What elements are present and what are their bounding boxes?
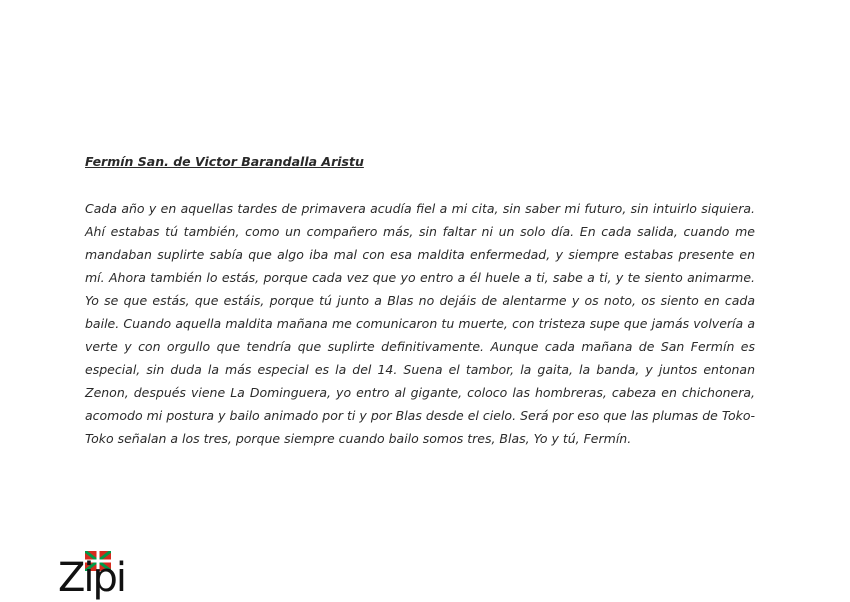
document-body-paragraph: Cada año y en aquellas tardes de primavera acudía fiel a mi cita, sin saber mi futuro, sin intuirlo siquiera. Ahí estabas tú también, como un compañero más, sin faltar ni un solo día. En cada salida, cuando me mandaban suplirte sabía que algo iba mal con esa maldita enfermedad, y siempre estabas presente en mí. Ahora también lo estás, porque cada vez que yo entro a él huele a ti, sabe a ti, y te siento animarme. Yo se que estás, que estáis, porque tú junto a Blas no dejáis de alentarme y os noto, os siento en cada baile. Cuando aquella maldita mañana me comunicaron tu muerte, con tristeza supe que jamás volvería a verte y con orgullo que tendría que suplirte definitivamente. Aunque cada mañana de San Fermín es especial, sin duda la más especial es la del 14. Suena el tambor, la gaita, la banda, y juntos entonan Zenon, después viene La Dominguera, yo entro al gigante, coloco las hombreras, cabeza en chichonera, acomodo mi postura y bailo animado por ti y por Blas desde el cielo. Será por eso que las plumas de Toko-Toko señalan a los tres, porque siempre cuando bailo somos tres, Blas, Yo y tú, Fermín. <box>85 201 755 446</box>
logo-wordmark: Zipi <box>58 555 126 601</box>
document-title: Fermín San. de Victor Barandalla Aristu <box>85 154 364 169</box>
zipi-logo <box>58 548 126 601</box>
